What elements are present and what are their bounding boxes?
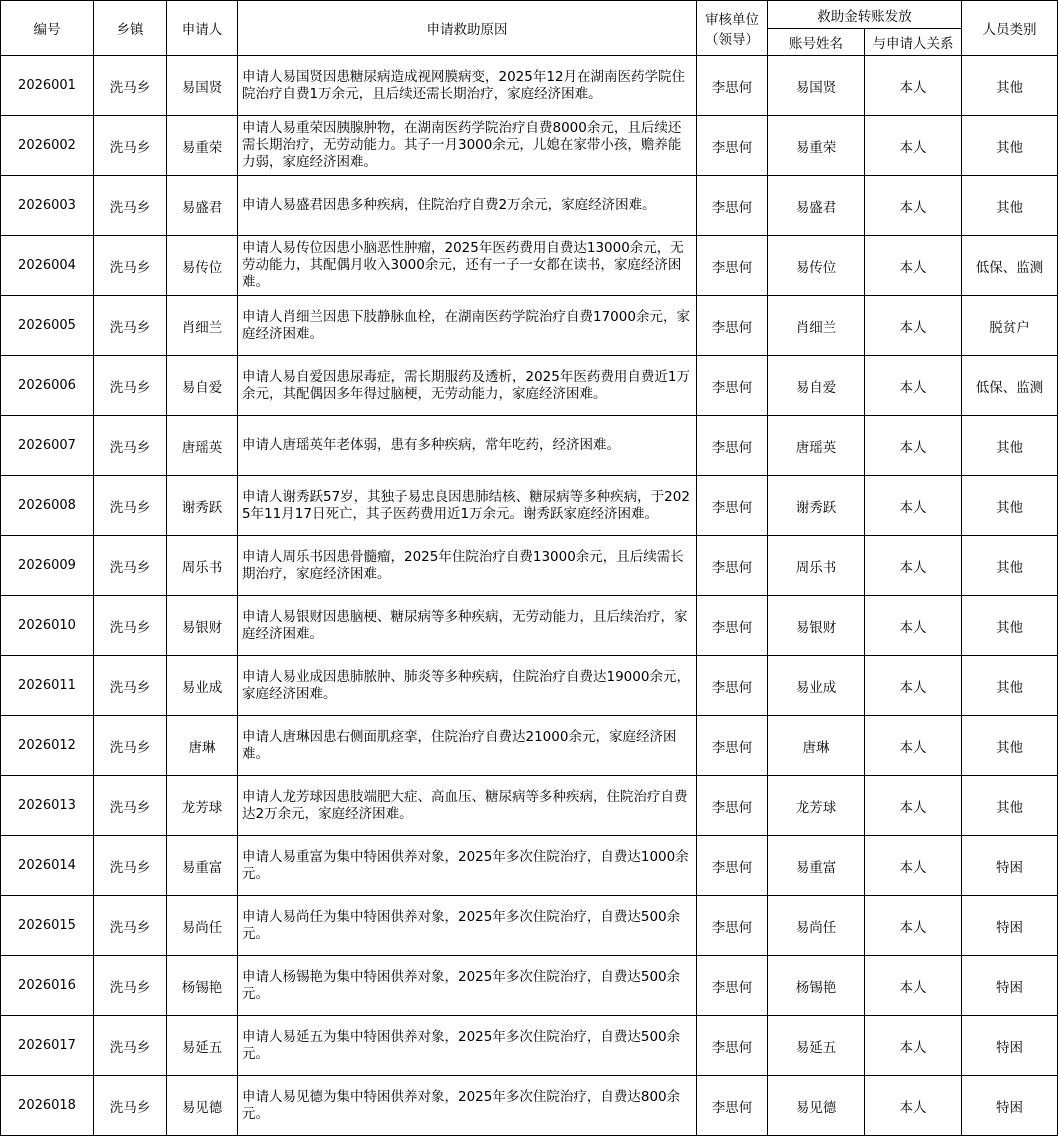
cell-applicant: 易自爱	[167, 356, 238, 416]
cell-id: 2026003	[1, 176, 94, 236]
cell-relation: 本人	[865, 836, 962, 896]
cell-reason: 申请人易传位因患小脑恶性肿瘤，2025年医药费用自费达13000余元，无劳动能力，其配偶月收入3000余元，还有一子一女都在读书，家庭经济困难。	[238, 236, 697, 296]
header-town: 乡镇	[94, 1, 167, 56]
table-row	[1, 296, 1058, 356]
cell-category: 特困	[962, 956, 1058, 1016]
cell-category: 其他	[962, 176, 1058, 236]
table-body	[1, 56, 1058, 1136]
cell-category: 脱贫户	[962, 296, 1058, 356]
cell-reason: 申请人唐瑶英年老体弱，患有多种疾病，常年吃药，经济困难。	[238, 416, 697, 476]
cell-reason: 申请人谢秀跃57岁，其独子易忠良因患肺结核、糖尿病等多种疾病，于2025年11月17日死亡，其子医药费用近1万余元。谢秀跃家庭经济困难。	[238, 476, 697, 536]
cell-reason: 申请人易重富为集中特困供养对象，2025年多次住院治疗，自费达1000余元。	[238, 836, 697, 896]
cell-id: 2026015	[1, 896, 94, 956]
header-id: 编号	[1, 1, 94, 56]
cell-account-name: 易传位	[768, 236, 865, 296]
cell-id: 2026014	[1, 836, 94, 896]
cell-reviewer: 李思何	[697, 176, 768, 236]
cell-reviewer: 李思何	[697, 956, 768, 1016]
cell-account-name: 唐琳	[768, 716, 865, 776]
cell-relation: 本人	[865, 176, 962, 236]
cell-id: 2026011	[1, 656, 94, 716]
cell-account-name: 杨锡艳	[768, 956, 865, 1016]
cell-account-name: 易重荣	[768, 116, 865, 176]
cell-town: 洗马乡	[94, 596, 167, 656]
cell-applicant: 唐琳	[167, 716, 238, 776]
cell-reviewer: 李思何	[697, 716, 768, 776]
table-row	[1, 56, 1058, 116]
table-row	[1, 1076, 1058, 1136]
cell-relation: 本人	[865, 476, 962, 536]
cell-category: 低保、监测	[962, 356, 1058, 416]
cell-town: 洗马乡	[94, 1016, 167, 1076]
cell-reason: 申请人易银财因患脑梗、糖尿病等多种疾病，无劳动能力，且后续治疗，家庭经济困难。	[238, 596, 697, 656]
cell-applicant: 易银财	[167, 596, 238, 656]
cell-account-name: 易国贤	[768, 56, 865, 116]
cell-applicant: 肖细兰	[167, 296, 238, 356]
cell-category: 特困	[962, 896, 1058, 956]
cell-account-name: 易自爱	[768, 356, 865, 416]
cell-id: 2026018	[1, 1076, 94, 1136]
header-account-name: 账号姓名	[768, 29, 865, 56]
cell-reviewer: 李思何	[697, 356, 768, 416]
cell-category: 其他	[962, 476, 1058, 536]
cell-applicant: 唐瑶英	[167, 416, 238, 476]
cell-reviewer: 李思何	[697, 296, 768, 356]
table-row	[1, 176, 1058, 236]
cell-reason: 申请人易延五为集中特困供养对象，2025年多次住院治疗，自费达500余元。	[238, 1016, 697, 1076]
cell-reviewer: 李思何	[697, 116, 768, 176]
cell-account-name: 易银财	[768, 596, 865, 656]
cell-reviewer: 李思何	[697, 836, 768, 896]
cell-account-name: 易盛君	[768, 176, 865, 236]
cell-applicant: 易延五	[167, 1016, 238, 1076]
table-row	[1, 716, 1058, 776]
cell-town: 洗马乡	[94, 236, 167, 296]
cell-reason: 申请人易自爱因患尿毒症，需长期服药及透析，2025年医药费用自费近1万余元，其配偶因多年得过脑梗，无劳动能力，家庭经济困难。	[238, 356, 697, 416]
cell-category: 其他	[962, 716, 1058, 776]
cell-reviewer: 李思何	[697, 236, 768, 296]
cell-relation: 本人	[865, 776, 962, 836]
cell-town: 洗马乡	[94, 56, 167, 116]
cell-reviewer: 李思何	[697, 776, 768, 836]
table-row	[1, 956, 1058, 1016]
cell-town: 洗马乡	[94, 416, 167, 476]
cell-account-name: 易延五	[768, 1016, 865, 1076]
cell-relation: 本人	[865, 236, 962, 296]
table-row	[1, 416, 1058, 476]
cell-relation: 本人	[865, 116, 962, 176]
cell-town: 洗马乡	[94, 956, 167, 1016]
cell-reason: 申请人易尚任为集中特困供养对象，2025年多次住院治疗，自费达500余元。	[238, 896, 697, 956]
cell-reason: 申请人肖细兰因患下肢静脉血栓，在湖南医药学院治疗自费17000余元，家庭经济困难。	[238, 296, 697, 356]
cell-id: 2026017	[1, 1016, 94, 1076]
table-row	[1, 656, 1058, 716]
cell-town: 洗马乡	[94, 296, 167, 356]
cell-town: 洗马乡	[94, 836, 167, 896]
cell-relation: 本人	[865, 356, 962, 416]
cell-id: 2026013	[1, 776, 94, 836]
table-row	[1, 476, 1058, 536]
cell-applicant: 易传位	[167, 236, 238, 296]
cell-reviewer: 李思何	[697, 596, 768, 656]
cell-reason: 申请人易业成因患肺脓肿、肺炎等多种疾病，住院治疗自费达19000余元，家庭经济困难。	[238, 656, 697, 716]
cell-applicant: 易业成	[167, 656, 238, 716]
table-row	[1, 356, 1058, 416]
cell-category: 其他	[962, 56, 1058, 116]
cell-id: 2026009	[1, 536, 94, 596]
cell-category: 低保、监测	[962, 236, 1058, 296]
cell-relation: 本人	[865, 956, 962, 1016]
header-applicant: 申请人	[167, 1, 238, 56]
cell-town: 洗马乡	[94, 716, 167, 776]
header-category: 人员类别	[962, 1, 1058, 56]
cell-applicant: 谢秀跃	[167, 476, 238, 536]
cell-reviewer: 李思何	[697, 656, 768, 716]
cell-id: 2026010	[1, 596, 94, 656]
cell-reviewer: 李思何	[697, 1076, 768, 1136]
cell-relation: 本人	[865, 896, 962, 956]
cell-reason: 申请人周乐书因患骨髓瘤，2025年住院治疗自费13000余元，且后续需长期治疗，家庭经济困难。	[238, 536, 697, 596]
table-row	[1, 776, 1058, 836]
header-reason: 申请救助原因	[238, 1, 697, 56]
cell-id: 2026012	[1, 716, 94, 776]
cell-relation: 本人	[865, 1016, 962, 1076]
cell-relation: 本人	[865, 656, 962, 716]
cell-id: 2026016	[1, 956, 94, 1016]
cell-town: 洗马乡	[94, 356, 167, 416]
cell-applicant: 易国贤	[167, 56, 238, 116]
cell-town: 洗马乡	[94, 536, 167, 596]
table-row	[1, 596, 1058, 656]
cell-reviewer: 李思何	[697, 536, 768, 596]
cell-account-name: 易见德	[768, 1076, 865, 1136]
cell-category: 其他	[962, 776, 1058, 836]
cell-town: 洗马乡	[94, 1076, 167, 1136]
cell-relation: 本人	[865, 1076, 962, 1136]
cell-applicant: 周乐书	[167, 536, 238, 596]
cell-reviewer: 李思何	[697, 1016, 768, 1076]
cell-relation: 本人	[865, 596, 962, 656]
cell-category: 其他	[962, 596, 1058, 656]
table-row	[1, 536, 1058, 596]
table-row	[1, 116, 1058, 176]
cell-category: 其他	[962, 656, 1058, 716]
cell-applicant: 易盛君	[167, 176, 238, 236]
cell-id: 2026001	[1, 56, 94, 116]
cell-town: 洗马乡	[94, 896, 167, 956]
cell-reviewer: 李思何	[697, 896, 768, 956]
cell-relation: 本人	[865, 296, 962, 356]
cell-category: 其他	[962, 416, 1058, 476]
cell-relation: 本人	[865, 716, 962, 776]
cell-town: 洗马乡	[94, 116, 167, 176]
cell-account-name: 易尚任	[768, 896, 865, 956]
cell-account-name: 易业成	[768, 656, 865, 716]
cell-relation: 本人	[865, 56, 962, 116]
cell-account-name: 龙芳球	[768, 776, 865, 836]
cell-category: 特困	[962, 836, 1058, 896]
cell-reviewer: 李思何	[697, 416, 768, 476]
cell-reviewer: 李思何	[697, 476, 768, 536]
cell-category: 特困	[962, 1016, 1058, 1076]
cell-account-name: 谢秀跃	[768, 476, 865, 536]
cell-id: 2026002	[1, 116, 94, 176]
table-row	[1, 836, 1058, 896]
cell-category: 其他	[962, 116, 1058, 176]
cell-applicant: 龙芳球	[167, 776, 238, 836]
cell-category: 特困	[962, 1076, 1058, 1136]
cell-relation: 本人	[865, 416, 962, 476]
header-reviewer: 审核单位（领导）	[697, 1, 768, 56]
cell-account-name: 肖细兰	[768, 296, 865, 356]
header-relation: 与申请人关系	[865, 29, 962, 56]
cell-reason: 申请人唐琳因患右侧面肌痉挛，住院治疗自费达21000余元，家庭经济困难。	[238, 716, 697, 776]
cell-reason: 申请人杨锡艳为集中特困供养对象，2025年多次住院治疗，自费达500余元。	[238, 956, 697, 1016]
cell-reason: 申请人易重荣因胰腺肿物，在湖南医药学院治疗自费8000余元，且后续还需长期治疗，无劳动能力。其子一月3000余元，儿媳在家带小孩，赡养能力弱，家庭经济困难。	[238, 116, 697, 176]
cell-applicant: 杨锡艳	[167, 956, 238, 1016]
cell-applicant: 易重荣	[167, 116, 238, 176]
cell-relation: 本人	[865, 536, 962, 596]
cell-id: 2026008	[1, 476, 94, 536]
cell-id: 2026006	[1, 356, 94, 416]
cell-reason: 申请人易见德为集中特困供养对象，2025年多次住院治疗，自费达800余元。	[238, 1076, 697, 1136]
cell-town: 洗马乡	[94, 476, 167, 536]
table-row	[1, 896, 1058, 956]
cell-reason: 申请人易国贤因患糖尿病造成视网膜病变，2025年12月在湖南医药学院住院治疗自费1万余元，且后续还需长期治疗，家庭经济困难。	[238, 56, 697, 116]
cell-town: 洗马乡	[94, 656, 167, 716]
cell-town: 洗马乡	[94, 176, 167, 236]
cell-reason: 申请人易盛君因患多种疾病，住院治疗自费2万余元，家庭经济困难。	[238, 176, 697, 236]
cell-id: 2026005	[1, 296, 94, 356]
header-transfer-group: 救助金转账发放	[768, 1, 962, 29]
cell-applicant: 易重富	[167, 836, 238, 896]
table-row	[1, 236, 1058, 296]
cell-reason: 申请人龙芳球因患肢端肥大症、高血压、糖尿病等多种疾病，住院治疗自费达2万余元，家庭经济困难。	[238, 776, 697, 836]
cell-account-name: 易重富	[768, 836, 865, 896]
table-row	[1, 1016, 1058, 1076]
cell-town: 洗马乡	[94, 776, 167, 836]
cell-applicant: 易尚任	[167, 896, 238, 956]
cell-category: 其他	[962, 536, 1058, 596]
cell-account-name: 周乐书	[768, 536, 865, 596]
cell-id: 2026007	[1, 416, 94, 476]
cell-id: 2026004	[1, 236, 94, 296]
cell-account-name: 唐瑶英	[768, 416, 865, 476]
cell-reviewer: 李思何	[697, 56, 768, 116]
cell-applicant: 易见德	[167, 1076, 238, 1136]
